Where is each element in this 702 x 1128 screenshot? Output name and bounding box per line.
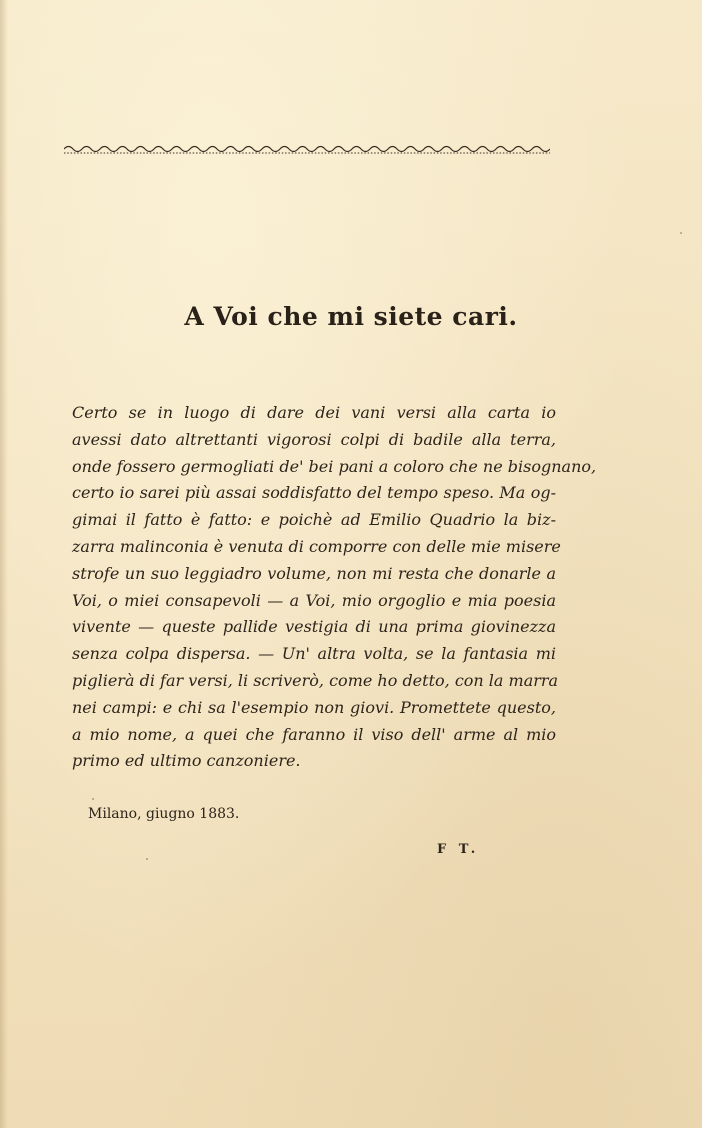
text-line: gimai il fatto è fatto: e poichè ad Emilio Quadrio la biz- bbox=[72, 510, 556, 530]
text-line: primo ed ultimo canzoniere. bbox=[72, 751, 301, 771]
signature-initials: F T. bbox=[437, 842, 480, 857]
text-line: vivente — queste pallide vestigia di una prima giovinezza bbox=[72, 617, 556, 637]
paper-speck bbox=[146, 858, 148, 860]
dedication-text bbox=[72, 400, 597, 775]
text-line: senza colpa dispersa. — Un' altra volta, se la fantasia mi bbox=[72, 644, 556, 664]
text-line: avessi dato altrettanti vigorosi colpi di badile alla terra, bbox=[72, 429, 556, 449]
wavy-rule-ornament-icon bbox=[64, 138, 550, 158]
text-line: certo io sarei più assai soddisfatto del tempo speso. Ma og- bbox=[72, 483, 556, 503]
text-line: Voi, o miei consapevoli — a Voi, mio orgoglio e mia poesia bbox=[72, 590, 556, 610]
dedication-title: A Voi che mi siete cari. bbox=[184, 302, 518, 331]
paper-speck bbox=[680, 232, 682, 234]
text-line: piglierà di far versi, li scriverò, come ho detto, con la marra bbox=[72, 670, 559, 690]
place-date: Milano, giugno 1883. bbox=[88, 806, 240, 822]
text-line: a mio nome, a quei che faranno il viso dell' arme al mio bbox=[72, 724, 556, 744]
text-line: strofe un suo leggiadro volume, non mi resta che donarle a bbox=[72, 563, 556, 583]
text-line: nei campi: e chi sa l'esempio non giovi. Promettete questo, bbox=[72, 697, 556, 717]
text-line: zarra malinconia è venuta di comporre con delle mie misere bbox=[72, 536, 561, 556]
page-edge-shadow bbox=[0, 0, 8, 1128]
text-line: onde fossero germogliati de' bei pani a coloro che ne bisognano, bbox=[72, 456, 597, 476]
text-line: Certo se in luogo di dare dei vani versi alla carta io bbox=[72, 403, 556, 422]
paper-speck bbox=[92, 798, 94, 800]
